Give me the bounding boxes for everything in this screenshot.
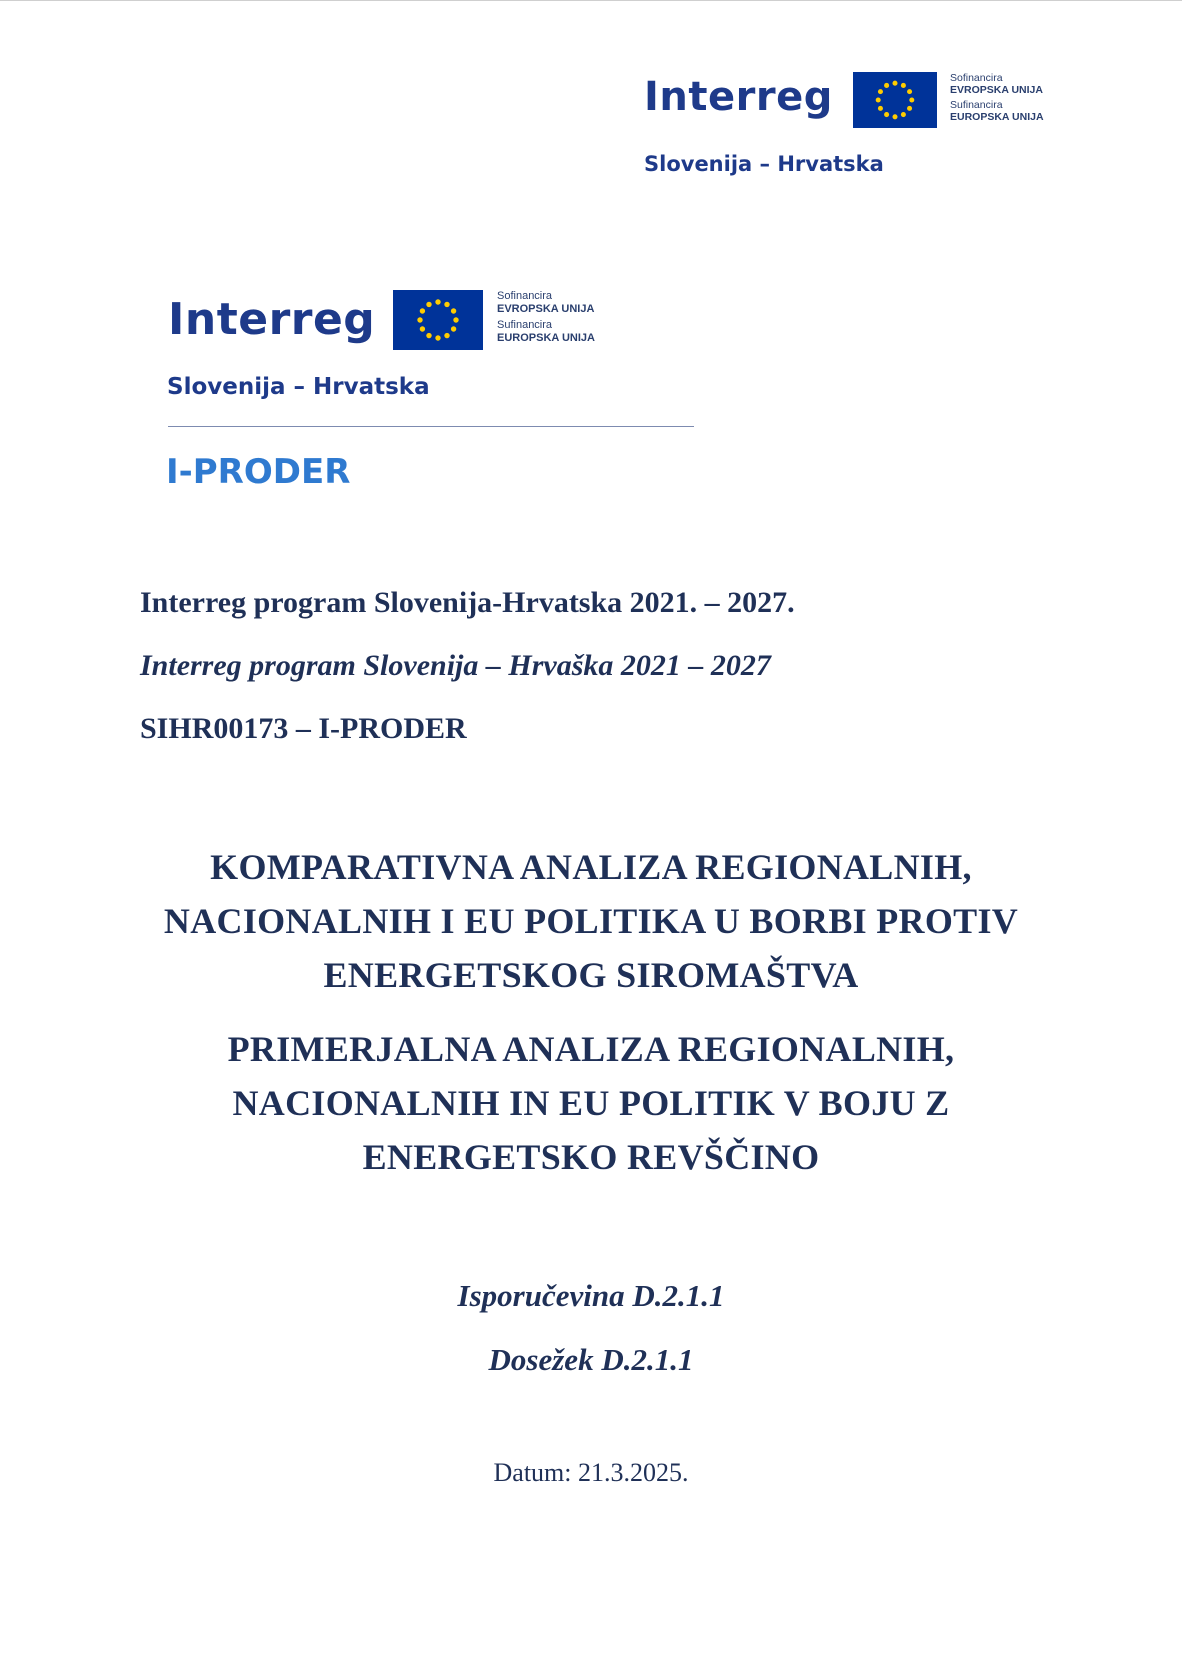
eu-star-icon: [892, 81, 897, 86]
eu-cofinanced-sl-label: Sofinancira: [497, 290, 553, 302]
eu-star-icon: [909, 97, 914, 102]
eu-name-sl: EVROPSKA UNIJA: [950, 84, 1043, 97]
eu-star-icon: [420, 326, 425, 331]
eu-star-icon: [444, 302, 449, 307]
header-logo: [640, 68, 1060, 188]
title-line: NACIONALNIH IN EU POLITIK V BOJU Z: [232, 1083, 950, 1123]
project-name: I-PRODER: [166, 452, 351, 492]
eu-star-icon: [451, 326, 456, 331]
eu-cofinanced-hr-label: Sufinancira: [497, 319, 553, 332]
eu-name-hr: EUROPSKA UNIJA: [497, 331, 595, 344]
document-title-hr: [100, 840, 1082, 1002]
divider: [168, 426, 694, 427]
eu-star-icon: [901, 83, 906, 88]
eu-flag-icon: [393, 290, 483, 350]
region-label: Slovenija – Hrvatska: [167, 374, 430, 400]
eu-name-sl: EVROPSKA UNIJA: [497, 302, 595, 315]
eu-star-icon: [444, 333, 449, 338]
project-code: SIHR00173 – I-PRODER: [140, 712, 467, 745]
interreg-wordmark: Interreg: [168, 294, 376, 345]
eu-star-icon: [435, 335, 440, 340]
eu-star-icon: [884, 112, 889, 117]
program-title-sl: Interreg program Slovenija – Hrvaška 2021 – 2027: [140, 649, 771, 682]
title-line: ENERGETSKO REVŠČINO: [362, 1137, 820, 1177]
document-title-sl: [100, 1022, 1082, 1184]
eu-star-icon: [884, 83, 889, 88]
eu-cofinanced-hr-label: Sufinancira: [950, 99, 1003, 112]
eu-star-icon: [892, 114, 897, 119]
eu-flag-icon: [853, 72, 937, 128]
title-line: KOMPARATIVNA ANALIZA REGIONALNIH,: [210, 847, 972, 887]
page-top-border: [0, 0, 1182, 1]
eu-star-icon: [878, 89, 883, 94]
eu-star-icon: [907, 89, 912, 94]
deliverable-hr: Isporučevina D.2.1.1: [457, 1278, 725, 1313]
project-logo: [164, 286, 704, 506]
eu-name-hr: EUROPSKA UNIJA: [950, 111, 1044, 124]
eu-star-icon: [876, 97, 881, 102]
interreg-wordmark: Interreg: [644, 74, 833, 120]
eu-star-icon: [451, 308, 456, 313]
eu-star-icon: [417, 317, 422, 322]
eu-cofinanced-sl-label: Sofinancira: [950, 72, 1003, 84]
eu-star-icon: [426, 333, 431, 338]
eu-star-icon: [901, 112, 906, 117]
program-title-hr: Interreg program Slovenija-Hrvatska 2021. – 2027.: [140, 586, 795, 619]
title-line: PRIMERJALNA ANALIZA REGIONALNIH,: [227, 1029, 955, 1069]
title-line: NACIONALNIH I EU POLITIKA U BORBI PROTIV: [163, 901, 1019, 941]
title-line: ENERGETSKOG SIROMAŠTVA: [323, 955, 859, 995]
eu-star-icon: [453, 317, 458, 322]
eu-star-icon: [878, 106, 883, 111]
eu-star-icon: [426, 302, 431, 307]
deliverable-sl: Dosežek D.2.1.1: [488, 1342, 694, 1377]
eu-star-icon: [420, 308, 425, 313]
eu-star-icon: [907, 106, 912, 111]
eu-star-icon: [435, 299, 440, 304]
document-date: Datum: 21.3.2025.: [493, 1458, 689, 1487]
region-label: Slovenija – Hrvatska: [644, 152, 884, 176]
